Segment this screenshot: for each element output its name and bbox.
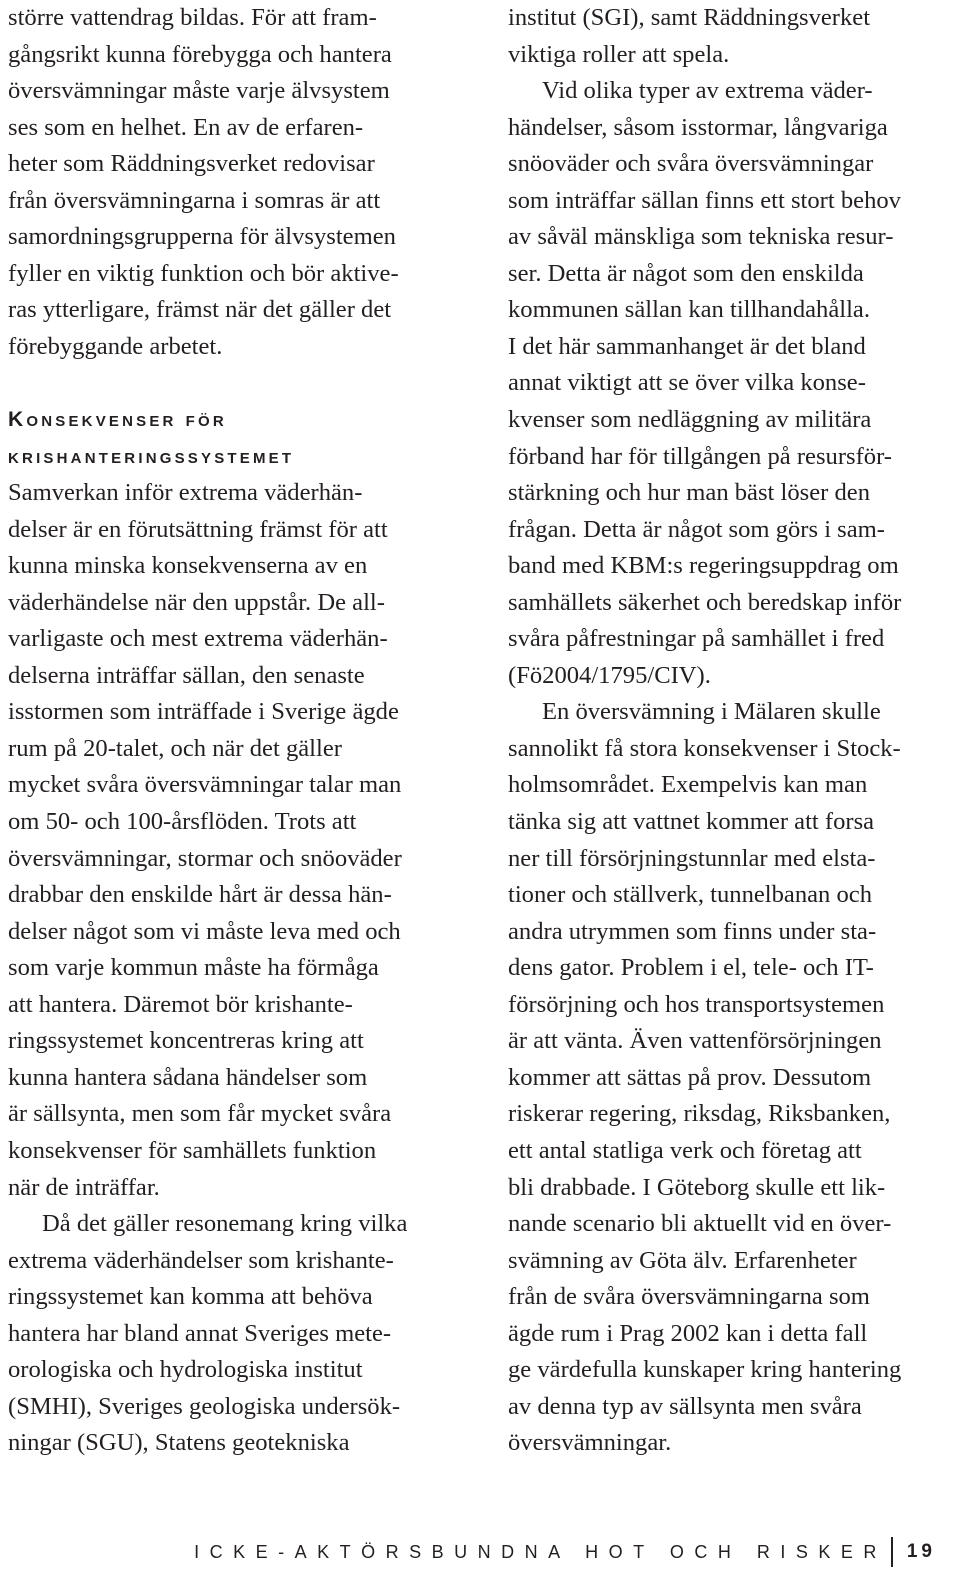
text-line: institut (SGI), samt Räddningsverket (508, 4, 871, 31)
text-line: band med KBM:s regeringsuppdrag om (508, 552, 899, 580)
paragraph-intro (8, 0, 464, 365)
text-line: ses som en helhet. En av de erfaren- (8, 113, 364, 141)
text-line: om 50- och 100-årsflöden. Trots att (8, 808, 357, 836)
paragraph-continued (508, 0, 960, 73)
text-line: väderhändelse när den uppstår. De all- (8, 588, 385, 616)
text-line: tioner och ställverk, tunnelbanan och (508, 881, 873, 909)
text-line: förebyggande arbetet. (8, 332, 223, 360)
text-line: delserna inträffar sällan, den senaste (8, 661, 365, 689)
text-line: försörjning och hos transportsystemen (508, 990, 885, 1018)
text-line: av denna typ av sällsynta men svåra (508, 1392, 862, 1420)
text-line: sannolikt få stora konsekvenser i Stock- (508, 734, 901, 762)
text-line: översvämningar. (508, 1429, 672, 1457)
right-column (508, 0, 960, 1462)
text-line: hantera har bland annat Sveriges mete- (8, 1319, 392, 1347)
text-line: att hantera. Däremot bör krishante- (8, 990, 353, 1018)
text-line: mycket svåra översvämningar talar man (8, 771, 402, 799)
text-line: när de inträffar. (8, 1173, 160, 1201)
text-line: svämning av Göta älv. Erfarenheter (508, 1246, 857, 1274)
text-line: översvämningar, stormar och snöoväder (8, 844, 402, 872)
text-line: som inträffar sällan finns ett stort behov (508, 186, 901, 214)
text-line: rum på 20-talet, och när det gäller (8, 734, 342, 762)
text-line: heter som Räddningsverket redovisar (8, 150, 375, 178)
text-line: samordningsgrupperna för älvsystemen (8, 223, 396, 251)
text-line: stärkning och hur man bäst löser den (508, 479, 870, 507)
text-line: nande scenario bli aktuellt vid en över- (508, 1210, 892, 1238)
text-line: ras ytterligare, främst när det gäller det (8, 296, 392, 324)
text-line: ringssystemet kan komma att behöva (8, 1283, 373, 1311)
text-line: En översvämning i Mälaren skulle (542, 698, 881, 726)
text-line: konsekvenser för samhällets funktion (8, 1136, 377, 1164)
text-line: ett antal statliga verk och företag att (508, 1136, 862, 1164)
text-line: annat viktigt att se över vilka konse- (508, 369, 866, 397)
text-line: isstormen som inträffade i Sverige ägde (8, 698, 399, 726)
text-line: kunna minska konsekvenserna av en (8, 552, 368, 580)
text-line: bli drabbade. I Göteborg skulle ett lik- (508, 1173, 886, 1201)
text-line: I det här sammanhanget är det bland (508, 332, 866, 360)
section-heading-line-2: krishanteringssystemet (8, 444, 295, 468)
paragraph-malaren (508, 694, 960, 1461)
text-line: frågan. Detta är något som görs i sam- (508, 515, 885, 543)
text-line: från de svåra översvämningarna som (508, 1283, 870, 1311)
text-line: är att vänta. Även vattenförsörjningen (508, 1027, 882, 1055)
text-line: kommunen sällan kan tillhandahålla. (508, 296, 870, 324)
text-line: tänka sig att vattnet kommer att forsa (508, 808, 875, 836)
text-line: Då det gäller resonemang kring vilka (42, 1210, 408, 1238)
text-line: kvenser som nedläggning av militära (508, 406, 872, 434)
text-line: dens gator. Problem i el, tele- och IT- (508, 954, 874, 982)
text-line: kommer att sättas på prov. Dessutom (508, 1063, 872, 1091)
text-line: Vid olika typer av extrema väder- (542, 77, 873, 105)
text-line: översvämningar måste varje älvsystem (8, 77, 390, 105)
text-line: viktiga roller att spela. (508, 40, 730, 68)
text-line: svåra påfrestningar på samhället i fred (508, 625, 885, 653)
text-line: drabbar den enskilde hårt är dessa hän- (8, 881, 392, 909)
paragraph-resonemang (8, 1206, 464, 1462)
text-line: samhällets säkerhet och beredskap inför (508, 588, 902, 616)
left-column (8, 0, 464, 1462)
text-line: som varje kommun måste ha förmåga (8, 954, 379, 982)
text-line: orologiska och hydrologiska institut (8, 1356, 363, 1384)
text-line: extrema väderhändelser som krishante- (8, 1246, 394, 1274)
page-number: 19 (906, 1541, 936, 1562)
text-line: riskerar regering, riksdag, Riksbanken, (508, 1100, 891, 1128)
page-footer (194, 1535, 936, 1569)
text-line: ge värdefulla kunskaper kring hantering (508, 1356, 902, 1384)
running-title: ICKE-AKTÖRSBUNDNA HOT OCH RISKER (194, 1541, 887, 1562)
text-line: förband har för tillgången på resursför- (508, 442, 892, 470)
footer-divider (891, 1537, 893, 1567)
text-line: holmsområdet. Exempelvis kan man (508, 771, 868, 799)
text-line: ägde rum i Prag 2002 kan i detta fall (508, 1319, 868, 1347)
section-gap (8, 365, 464, 402)
text-line: ser. Detta är något som den enskilda (508, 259, 864, 287)
paragraph-samverkan (8, 475, 464, 1206)
section-heading (8, 402, 464, 475)
text-line: större vattendrag bildas. För att fram- (8, 4, 377, 31)
text-line: från översvämningarna i somras är att (8, 186, 381, 214)
text-line: kunna hantera sådana händelser som (8, 1063, 368, 1091)
text-line: fyller en viktig funktion och bör aktive- (8, 259, 399, 287)
text-line: händelser, såsom isstormar, långvariga (508, 113, 888, 141)
text-line: varligaste och mest extrema väderhän- (8, 625, 388, 653)
text-line: snöoväder och svåra översvämningar (508, 150, 874, 178)
text-line: gångsrikt kunna förebygga och hantera (8, 40, 392, 68)
text-line: delser är en förutsättning främst för att (8, 515, 388, 543)
text-line: delser något som vi måste leva med och (8, 917, 401, 945)
text-line: ringssystemet koncentreras kring att (8, 1027, 364, 1055)
text-line: andra utrymmen som finns under sta- (508, 917, 877, 945)
text-line: ner till försörjningstunnlar med elsta- (508, 844, 876, 872)
text-line: (SMHI), Sveriges geologiska undersök- (8, 1392, 401, 1420)
text-line: av såväl mänskliga som tekniska resur- (508, 223, 894, 251)
text-line: (Fö2004/1795/CIV). (508, 661, 711, 689)
paragraph-extrema-vaderhandelser (508, 73, 960, 694)
text-line: ningar (SGU), Statens geotekniska (8, 1429, 350, 1457)
section-heading-line-1: Konsekvenser för (8, 408, 227, 432)
text-line: Samverkan inför extrema väderhän- (8, 479, 363, 507)
text-line: är sällsynta, men som får mycket svåra (8, 1100, 392, 1128)
